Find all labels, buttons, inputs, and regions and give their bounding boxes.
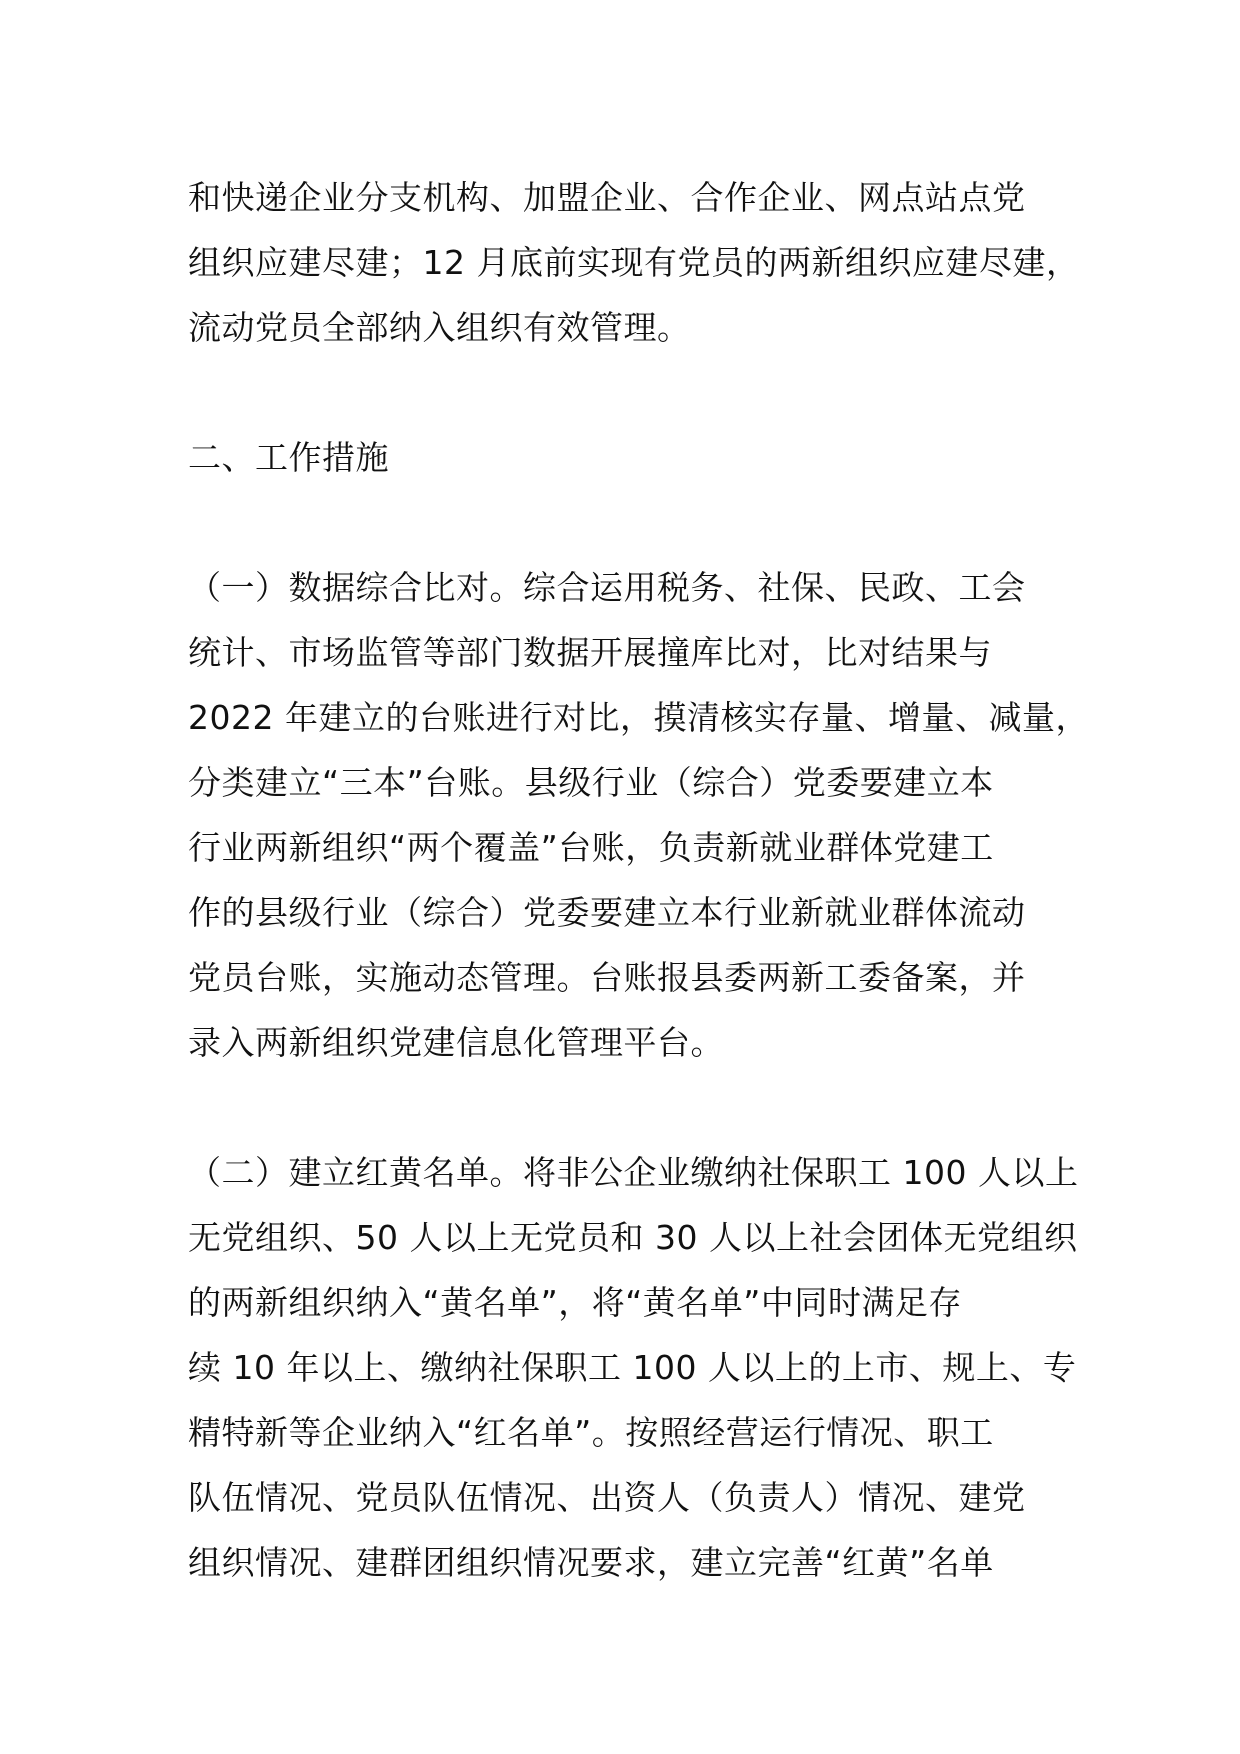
section-heading-work-measures: [188, 425, 1068, 490]
text-line: （一）数据综合比对。综合运用税务、社保、民政、工会: [188, 568, 1026, 607]
paragraph-spacer: [188, 360, 1068, 425]
text-line: 流动党员全部纳入组织有效管理。: [188, 308, 691, 347]
text-line: 精特新等企业纳入“红名单”。按照经营运行情况、职工: [188, 1413, 994, 1452]
paragraph-spacer: [188, 490, 1068, 555]
paragraph-org-building-goals: [188, 165, 1080, 360]
text-line: 无党组织、50 人以上无党员和 30 人以上社会团体无党组织: [188, 1218, 1078, 1257]
text-line: 续 10 年以上、缴纳社保职工 100 人以上的上市、规上、专: [188, 1348, 1077, 1387]
text-line: 组织情况、建群团组织情况要求，建立完善“红黄”名单: [188, 1543, 994, 1582]
paragraph-spacer: [188, 1075, 1068, 1140]
paragraph-red-yellow-list: [188, 1140, 1079, 1595]
text-line: 作的县级行业（综合）党委要建立本行业新就业群体流动: [188, 893, 1026, 932]
text-line: 录入两新组织党建信息化管理平台。: [188, 1023, 724, 1062]
text-line: 行业两新组织“两个覆盖”台账，负责新就业群体党建工: [188, 828, 994, 867]
section-heading: 二、工作措施: [188, 438, 389, 477]
text-line: 党员台账，实施动态管理。台账报县委两新工委备案，并: [188, 958, 1026, 997]
document-body: [188, 165, 1089, 1595]
text-line: 和快递企业分支机构、加盟企业、合作企业、网点站点党: [188, 178, 1026, 217]
text-line: 的两新组织纳入“黄名单”，将“黄名单”中同时满足存: [188, 1283, 962, 1322]
text-line: 队伍情况、党员队伍情况、出资人（负责人）情况、建党: [188, 1478, 1026, 1517]
text-line: 分类建立“三本”台账。县级行业（综合）党委要建立本: [188, 763, 994, 802]
text-line: 2022 年建立的台账进行对比，摸清核实存量、增量、减量，: [188, 698, 1089, 737]
text-line: （二）建立红黄名单。将非公企业缴纳社保职工 100 人以上: [188, 1153, 1079, 1192]
text-line: 组织应建尽建；12 月底前实现有党员的两新组织应建尽建，: [188, 243, 1080, 282]
paragraph-data-comparison: [188, 555, 1089, 1075]
text-line: 统计、市场监管等部门数据开展撞库比对，比对结果与: [188, 633, 992, 672]
